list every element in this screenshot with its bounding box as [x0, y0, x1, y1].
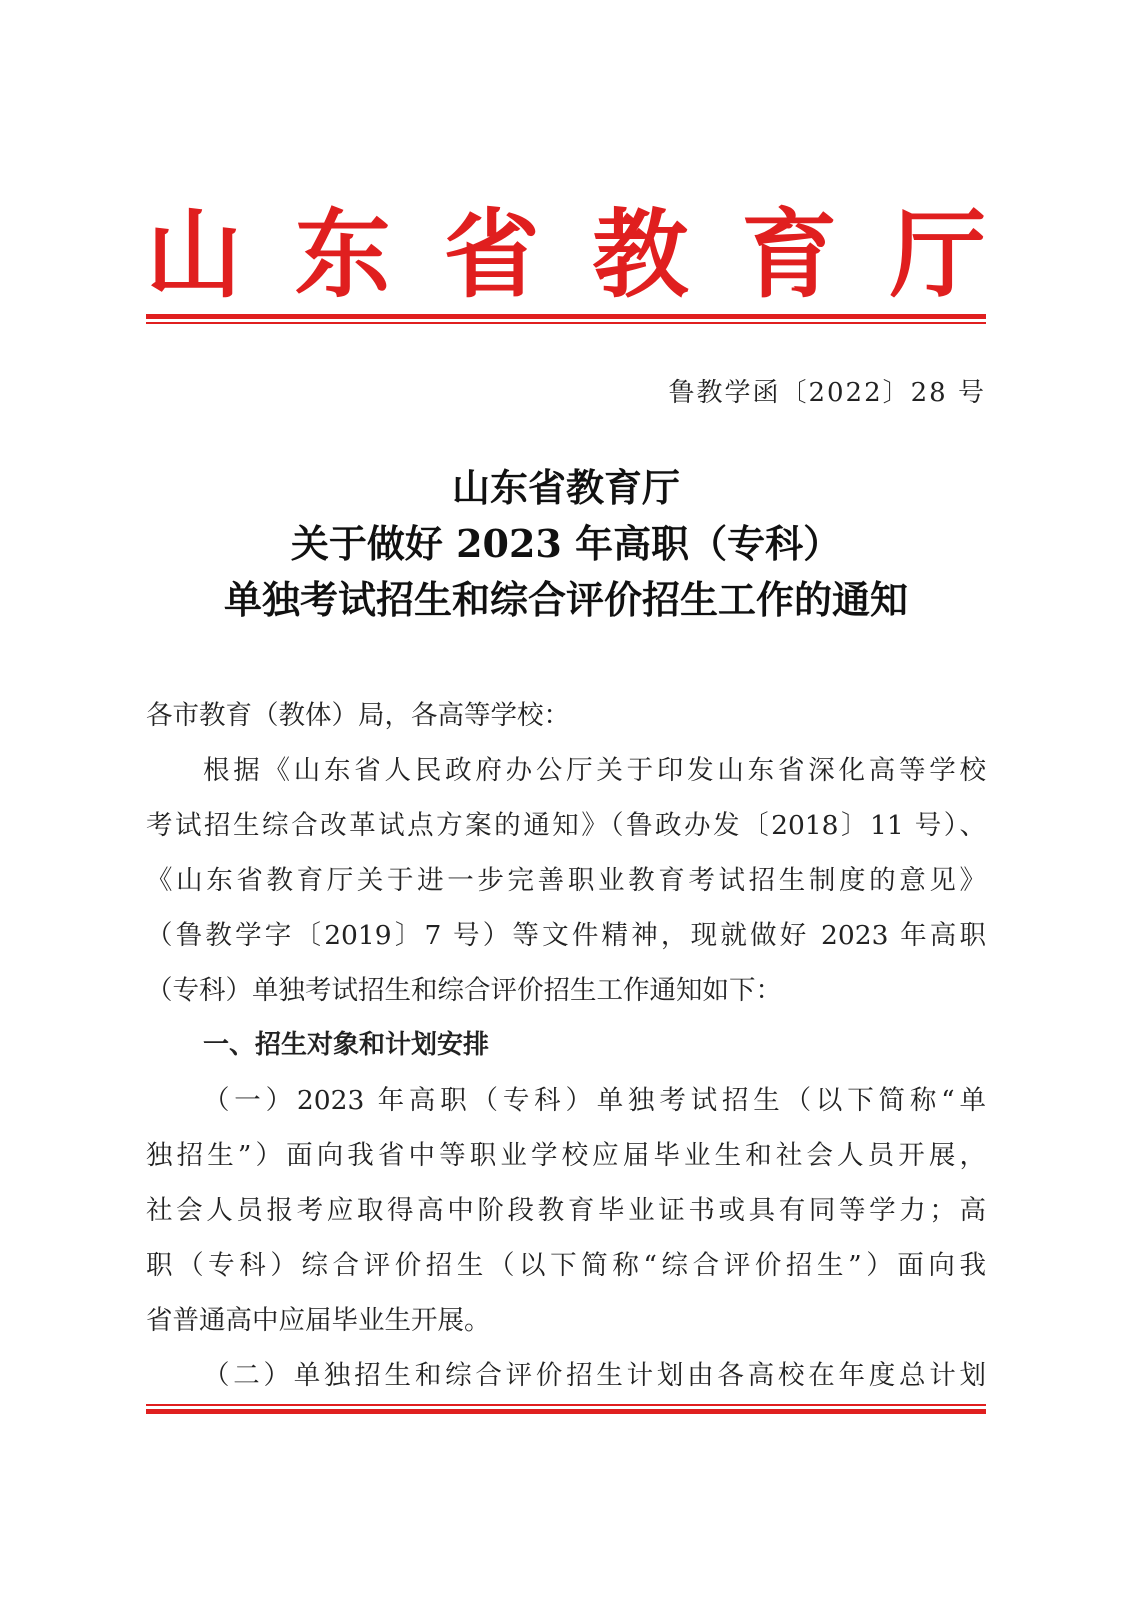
masthead-char: 教	[592, 198, 689, 311]
paragraph-line: 社会人员报考应取得高中阶段教育毕业证书或具有同等学力；高	[146, 1195, 986, 1226]
document-body	[146, 688, 986, 1403]
paragraph-line: 省普通高中应届毕业生开展。	[146, 1305, 491, 1336]
divider-thin-line	[146, 1404, 986, 1406]
divider-thin-line	[146, 322, 986, 324]
masthead-char: 省	[443, 198, 540, 311]
paragraph-line: 《山东省教育厅关于进一步完善职业教育考试招生制度的意见》	[146, 865, 986, 896]
salutation: 各市教育（教体）局，各高等学校：	[146, 700, 570, 731]
divider-thick-line	[146, 314, 986, 319]
paragraph-targets	[146, 1073, 986, 1348]
footer-divider	[146, 1404, 986, 1414]
paragraph-line: （专科）单独考试招生和综合评价招生工作通知如下：	[146, 975, 782, 1006]
paragraph-line: （一）2023 年高职（专科）单独考试招生（以下简称“单	[203, 1085, 986, 1116]
section-heading: 一、招生对象和计划安排	[203, 1030, 490, 1060]
paragraph-line: 考试招生综合改革试点方案的通知》（鲁政办发〔2018〕11 号）、	[146, 810, 986, 841]
title-line: 山东省教育厅	[451, 465, 680, 510]
masthead-char: 厅	[889, 198, 986, 311]
document-number: 鲁教学函〔2022〕28 号	[668, 378, 986, 408]
document-title	[146, 460, 986, 628]
paragraph-plan	[146, 1348, 986, 1403]
masthead-char: 东	[294, 198, 391, 311]
paragraph-line: （鲁教学字〔2019〕7 号）等文件精神，现就做好 2023 年高职	[146, 920, 986, 951]
paragraph-line: 根据《山东省人民政府办公厅关于印发山东省深化高等学校	[203, 755, 986, 786]
paragraph-line: （二）单独招生和综合评价招生计划由各高校在年度总计划	[203, 1360, 986, 1391]
masthead-divider	[146, 314, 986, 324]
title-line: 关于做好 2023 年高职（专科）	[290, 521, 842, 566]
masthead-char: 山	[146, 198, 242, 311]
paragraph-basis	[146, 743, 986, 1018]
masthead-char: 育	[741, 198, 838, 311]
divider-thick-line	[146, 1409, 986, 1414]
paragraph-line: 职（专科）综合评价招生（以下简称“综合评价招生”）面向我	[146, 1250, 986, 1281]
paragraph-line: 独招生”）面向我省中等职业学校应届毕业生和社会人员开展，	[146, 1140, 986, 1171]
title-line: 单独考试招生和综合评价招生工作的通知	[223, 577, 908, 622]
masthead-title	[146, 200, 986, 310]
